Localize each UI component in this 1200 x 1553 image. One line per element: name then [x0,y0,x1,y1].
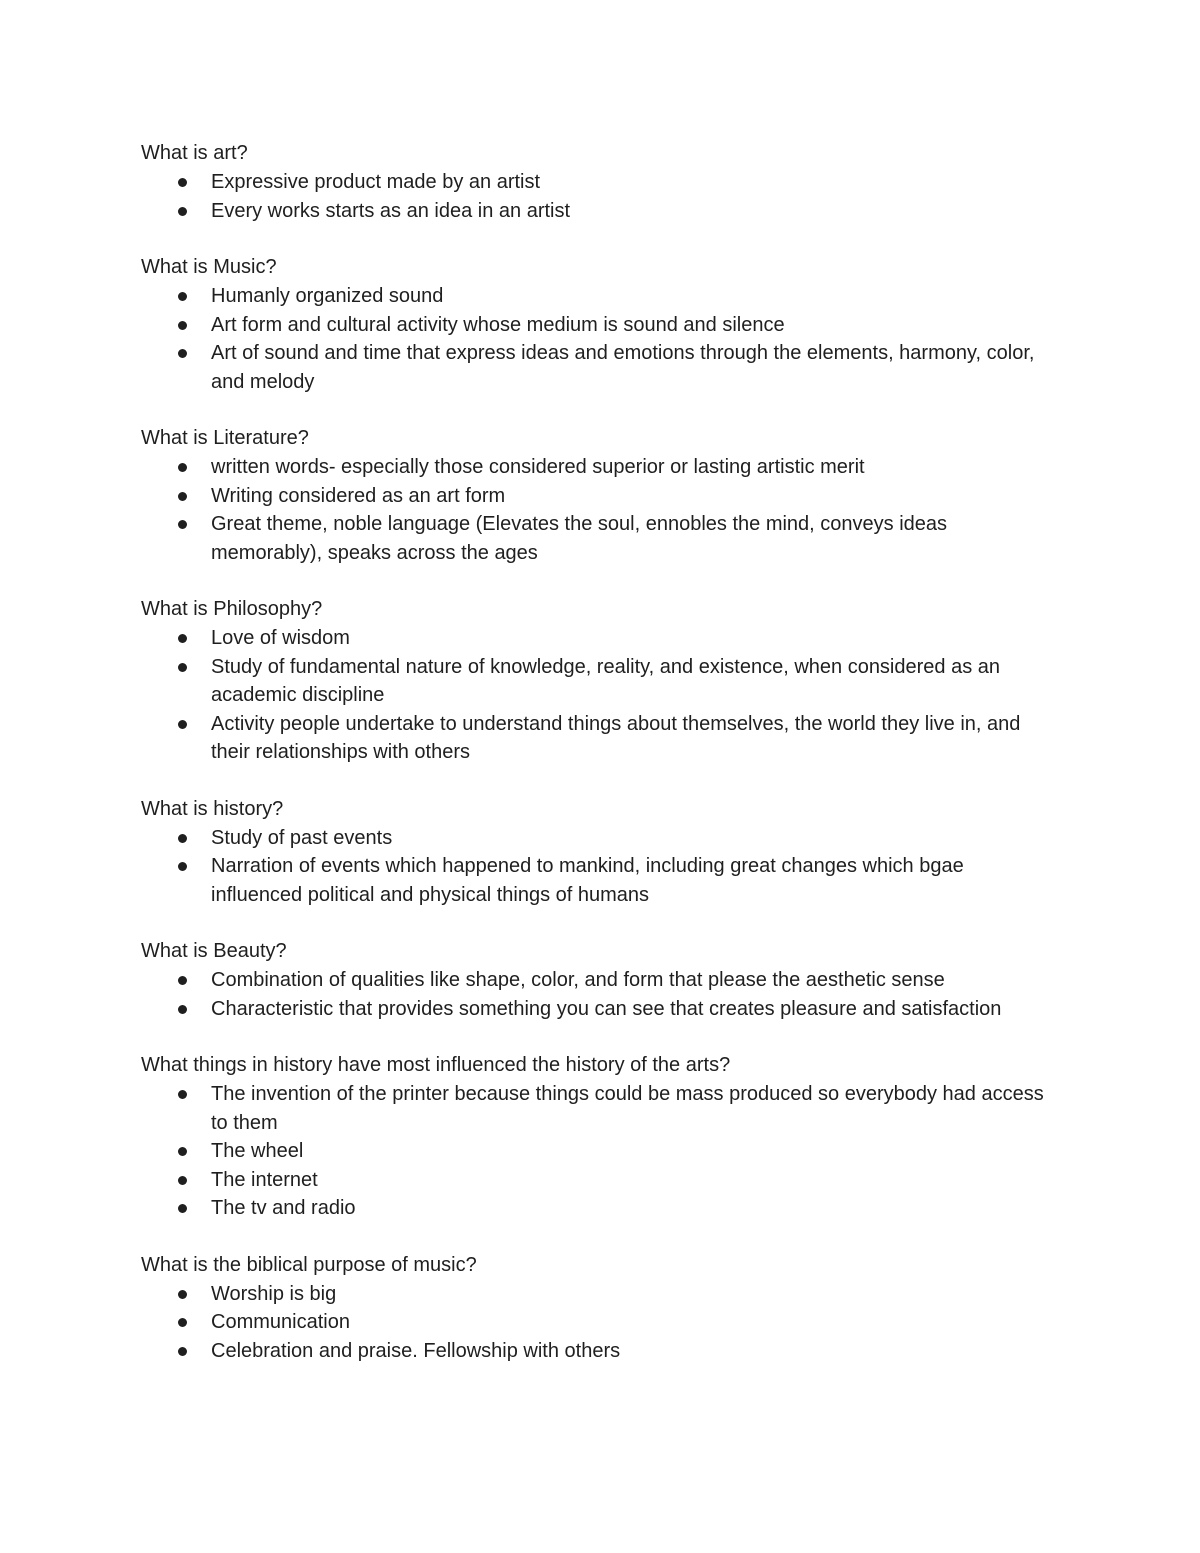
answer-list [141,824,1051,910]
list-item [141,197,1051,226]
bullet-icon [178,634,187,643]
section-art [141,139,1051,225]
bullet-icon [178,492,187,501]
answer-text: The wheel [211,1140,304,1162]
section-beauty [141,937,1051,1023]
question-heading: What is history? [141,797,284,820]
list-item [141,824,1051,853]
answer-text: Study of fundamental nature of knowledge, reality, and existence, when considered as an academic discipline [211,655,1001,706]
question-heading: What is Philosophy? [141,598,323,620]
section-history [141,795,1051,910]
answer-text: written words- especially those considered superior or lasting artistic merit [211,456,865,478]
list-item [141,1308,1051,1337]
answer-list [141,168,1051,225]
list-item [141,1337,1051,1366]
bullet-icon [178,834,187,843]
answer-text: Writing considered as an art form [211,484,506,507]
answer-list [141,624,1051,767]
list-item [141,311,1051,340]
answer-text: Celebration and praise. Fellowship with others [211,1339,621,1362]
answer-text: Study of past events [211,826,393,849]
bullet-icon [178,321,187,330]
bullet-icon [178,1290,187,1299]
answer-list [141,966,1051,1023]
bullet-icon [178,463,187,472]
bullet-icon [178,292,187,301]
answer-text: Activity people undertake to understand things about themselves, the world they live in, and their relationships with others [211,712,1021,763]
document-page [141,139,1051,1393]
bullet-icon [178,720,187,729]
bullet-icon [178,862,187,871]
list-item [141,339,1051,396]
answer-text: Combination of qualities like shape, color, and form that please the aesthetic sense [211,969,945,991]
answer-list [141,453,1051,567]
list-item [141,1194,1051,1223]
list-item [141,995,1051,1024]
list-item [141,653,1051,710]
answer-list [141,1280,1051,1366]
answer-text: Every works starts as an idea in an artist [211,199,571,222]
list-item [141,168,1051,197]
answer-text: Worship is big [211,1282,337,1305]
bullet-icon [178,1005,187,1014]
list-item [141,710,1051,767]
answer-text: Love of wisdom [211,627,350,649]
bullet-icon [178,1318,187,1327]
bullet-icon [178,976,187,985]
list-item [141,1137,1051,1166]
question-heading: What things in history have most influenced the history of the arts? [141,1054,731,1076]
list-item [141,282,1051,311]
question-heading: What is the biblical purpose of music? [141,1253,477,1276]
answer-text: Narration of events which happened to mankind, including great changes which bgae influenced political and physical things of humans [211,855,964,906]
answer-text: Great theme, noble language (Elevates the soul, ennobles the mind, conveys ideas memorably), speaks across the ages [211,513,948,564]
bullet-icon [178,520,187,529]
bullet-icon [178,1176,187,1185]
section-literature [141,424,1051,567]
answer-text: The tv and radio [211,1197,356,1219]
bullet-icon [178,1147,187,1156]
list-item [141,966,1051,995]
answer-text: The invention of the printer because things could be mass produced so everybody had access to them [211,1083,1044,1134]
answer-text: Humanly organized sound [211,285,444,307]
bullet-icon [178,207,187,216]
list-item [141,1080,1051,1137]
list-item [141,510,1051,567]
answer-text: Communication [211,1311,350,1333]
bullet-icon [178,178,187,187]
list-item [141,852,1051,909]
list-item [141,482,1051,511]
answer-list [141,282,1051,396]
bullet-icon [178,349,187,358]
answer-list [141,1080,1051,1223]
section-music [141,253,1051,396]
list-item [141,1280,1051,1309]
section-biblical-music [141,1251,1051,1366]
bullet-icon [178,1090,187,1099]
question-heading: What is art? [141,142,248,164]
list-item [141,1166,1051,1195]
answer-text: Expressive product made by an artist [211,171,541,193]
answer-text: Characteristic that provides something you can see that creates pleasure and satisfaction [211,997,1002,1020]
section-philosophy [141,595,1051,767]
list-item [141,453,1051,482]
bullet-icon [178,1204,187,1213]
question-heading: What is Beauty? [141,940,287,962]
bullet-icon [178,663,187,672]
list-item [141,624,1051,653]
section-influences [141,1051,1051,1223]
answer-text: The internet [211,1168,318,1191]
answer-text: Art of sound and time that express ideas and emotions through the elements, harmony, color, and melody [211,342,1035,393]
question-heading: What is Literature? [141,427,309,449]
answer-text: Art form and cultural activity whose medium is sound and silence [211,313,785,336]
question-heading: What is Music? [141,256,277,278]
bullet-icon [178,1347,187,1356]
